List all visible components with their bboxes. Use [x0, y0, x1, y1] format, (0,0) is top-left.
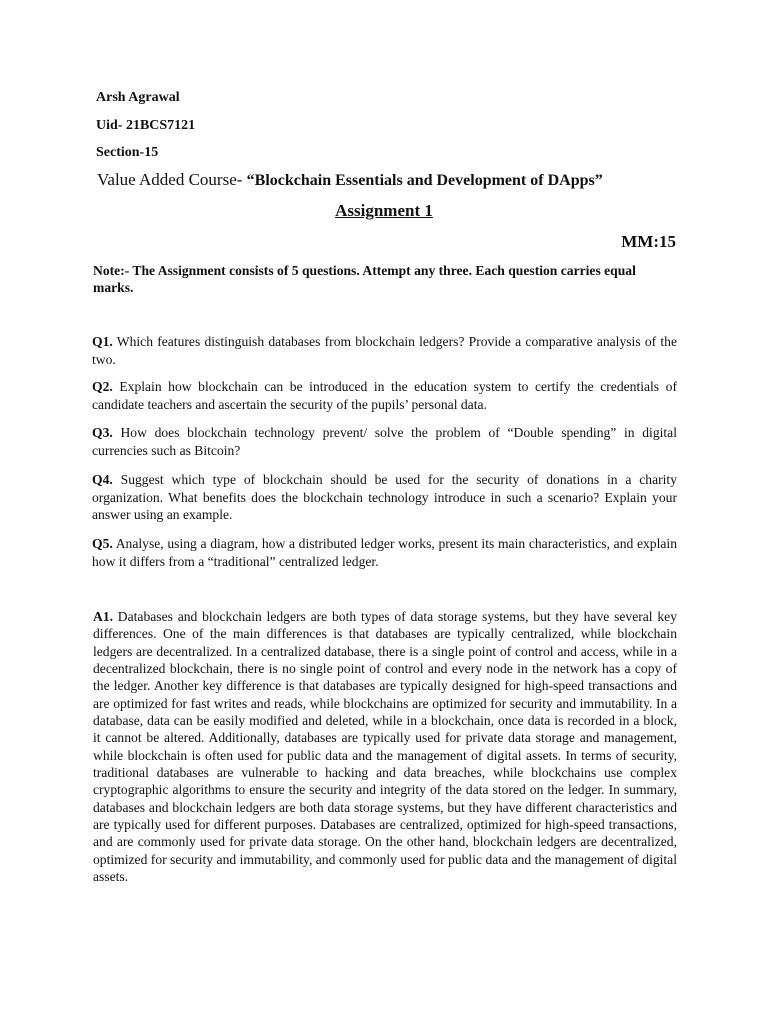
assignment-note: Note:- The Assignment consists of 5 questions. Attempt any three. Each question carries equal marks.: [93, 263, 636, 295]
question-3: [92, 424, 677, 459]
question-number: Q2.: [92, 379, 113, 394]
answer-number: A1.: [93, 609, 114, 624]
question-number: Q3.: [92, 425, 113, 440]
question-5: [92, 535, 677, 570]
course-prefix: Value Added Course-: [97, 170, 247, 189]
question-text: Which features distinguish databases from blockchain ledgers? Provide a comparative analysis of the two.: [92, 334, 677, 367]
question-2: [92, 378, 677, 413]
question-number: Q1.: [92, 334, 113, 349]
question-number: Q5.: [92, 536, 113, 551]
course-heading: [97, 170, 603, 191]
student-name: Arsh Agrawal: [96, 90, 180, 105]
question-number: Q4.: [92, 472, 113, 487]
answer-text: Databases and blockchain ledgers are both types of data storage systems, but they have several key differences. One of the main differences is that databases are typically centralized, while blockchain ledgers are decentralized. In a centralized database, there is a single point of control and access, while in a decentralized blockchain, there is no single point of control and every node in the network has a copy of the ledger. Another key difference is that databases are typically designed for high-speed transactions and are optimized for fast writes and reads, while blockchains are optimized for security and immutability. In a database, data can be easily modified and deleted, while in a blockchain, once data is recorded in a block, it cannot be altered. Additionally, databases are typically used for private data storage and management, while blockchain is often used for public data and the management of digital assets. In terms of security, traditional databases are vulnerable to hacking and data breaches, while blockchains use complex cryptographic algorithms to ensure the security and integrity of the data stored on the ledger. In summary, databases and blockchain ledgers are both data storage systems, but they have different characteristics and are typically used for different purposes. Databases are centralized, optimized for high-speed transactions, and are commonly used for private data storage. On the other hand, blockchain ledgers are decentralized, optimized for security and immutability, and commonly used for public data and the management of digital assets.: [93, 609, 677, 885]
student-section: Section-15: [96, 145, 159, 160]
student-uid: Uid- 21BCS7121: [96, 118, 196, 133]
question-text: Explain how blockchain can be introduced in the education system to certify the credentials of candidate teachers and ascertain the security of the pupils’ personal data.: [92, 379, 677, 412]
assignment-title: [0, 201, 768, 221]
question-4: [92, 471, 677, 524]
max-marks: MM:15: [621, 232, 676, 251]
question-text: Analyse, using a diagram, how a distributed ledger works, present its main characteristics, and explain how it differs from a “traditional” centralized ledger.: [92, 536, 677, 569]
question-text: Suggest which type of blockchain should be used for the security of donations in a charity organization. What benefits does the blockchain technology introduce in such a scenario? Explain your answer using an example.: [92, 472, 677, 522]
answer-1: [93, 608, 677, 886]
course-title: “Blockchain Essentials and Development of DApps”: [246, 172, 603, 189]
question-text: How does blockchain technology prevent/ solve the problem of “Double spending” in digital currencies such as Bitcoin?: [92, 425, 677, 458]
assignment-title-text: Assignment 1: [335, 201, 433, 220]
question-1: [92, 333, 677, 368]
